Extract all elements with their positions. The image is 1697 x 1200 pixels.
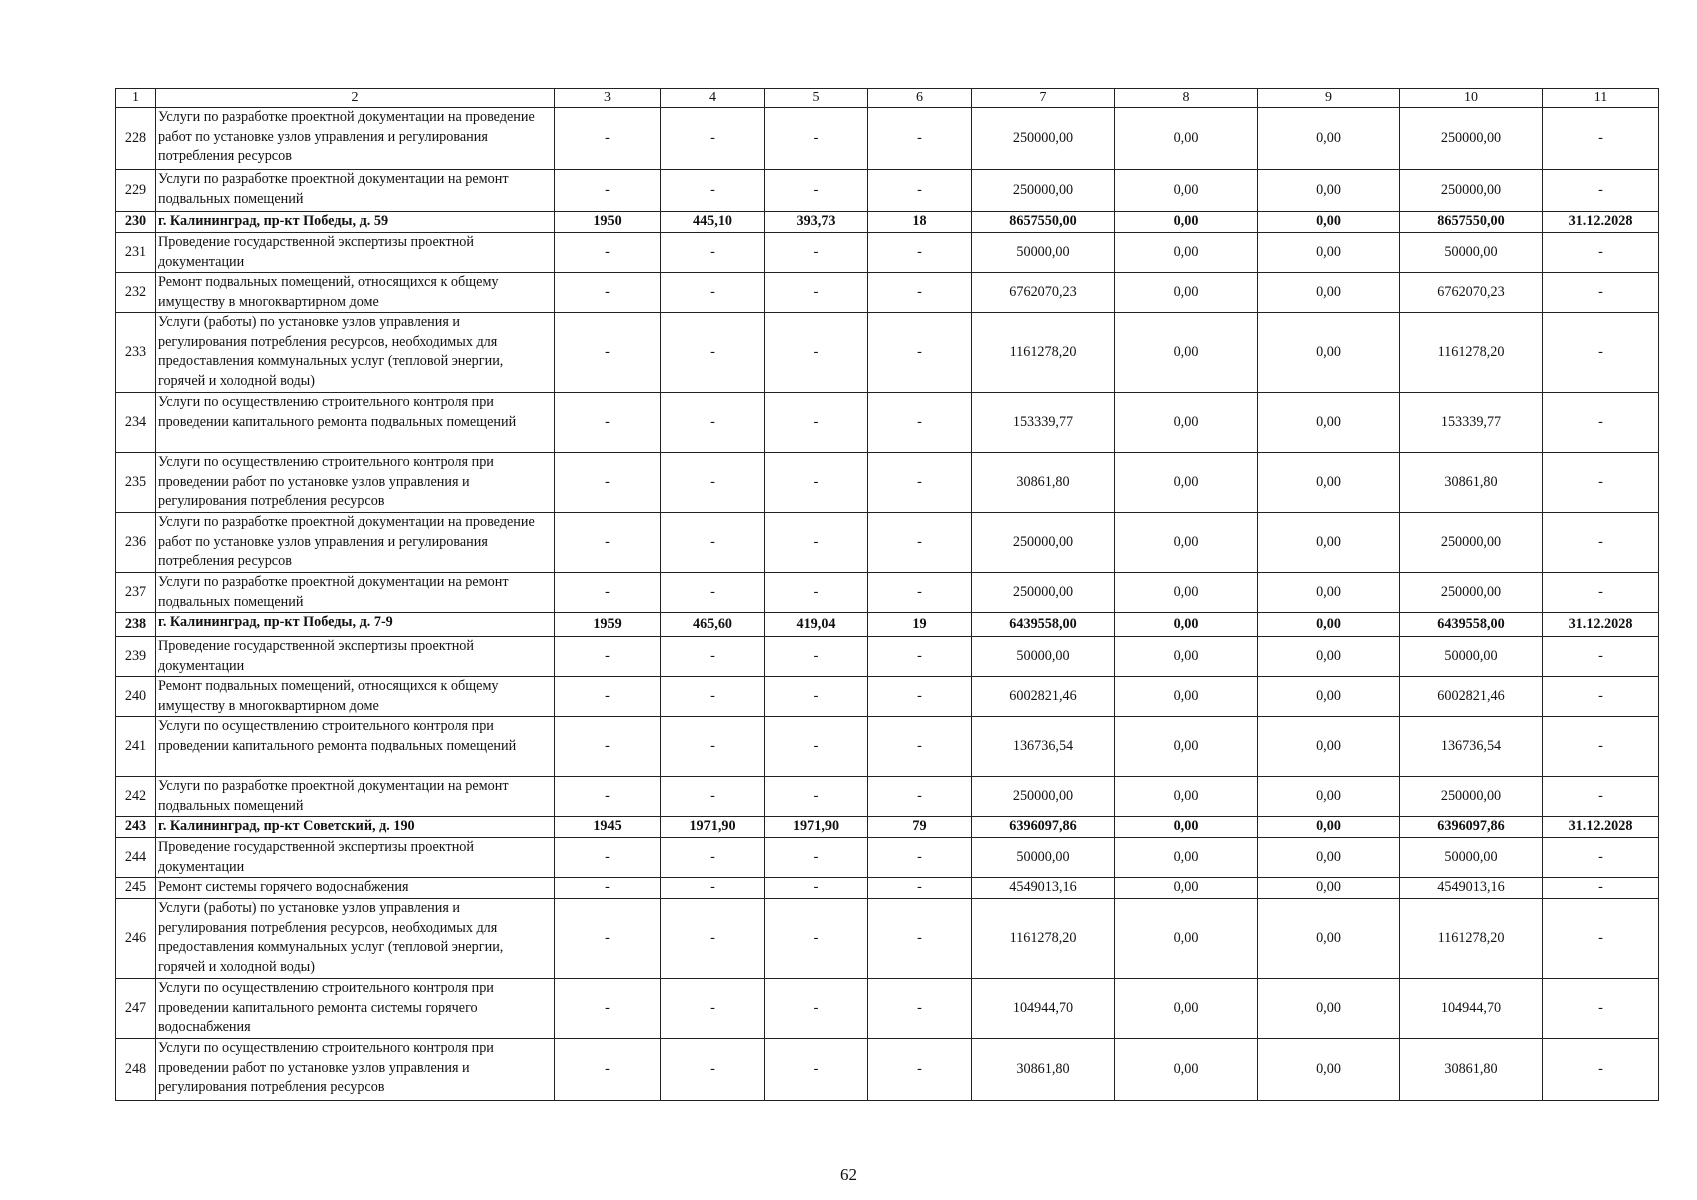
cell-deadline: - [1543,170,1659,212]
cell-deadline: - [1543,313,1659,393]
cell-fund-owners: 6002821,46 [1400,677,1543,717]
cell-fund-regional: 0,00 [1258,212,1400,233]
cell-area-living: - [765,233,868,273]
cell-fund-federal: 0,00 [1115,677,1258,717]
cell-area-living: - [765,170,868,212]
cell-residents: - [868,1039,972,1101]
row-description: Услуги по осуществлению строительного контроля при проведении капитального ремонта системы горячего водоснабжения [156,979,555,1039]
cell-total-cost: 250000,00 [972,108,1115,170]
cell-fund-owners: 6396097,86 [1400,817,1543,838]
cell-year: - [555,513,661,573]
cell-area-total: - [661,838,765,878]
cell-fund-federal: 0,00 [1115,393,1258,453]
cell-fund-regional: 0,00 [1258,979,1400,1039]
row-number: 239 [116,637,156,677]
cell-fund-federal: 0,00 [1115,212,1258,233]
cell-residents: - [868,899,972,979]
cell-year: - [555,108,661,170]
cell-fund-federal: 0,00 [1115,273,1258,313]
table-row [116,1039,1659,1101]
cell-year: - [555,573,661,613]
cell-year: - [555,899,661,979]
cell-fund-regional: 0,00 [1258,899,1400,979]
cell-fund-owners: 250000,00 [1400,108,1543,170]
cell-fund-regional: 0,00 [1258,838,1400,878]
column-number-2: 2 [156,89,555,108]
cell-total-cost: 6002821,46 [972,677,1115,717]
cell-fund-federal: 0,00 [1115,777,1258,817]
table-body [116,89,1659,1101]
column-number-6: 6 [868,89,972,108]
cell-fund-regional: 0,00 [1258,108,1400,170]
table-row [116,573,1659,613]
cell-area-total: - [661,899,765,979]
row-number: 228 [116,108,156,170]
cell-fund-federal: 0,00 [1115,979,1258,1039]
cell-fund-owners: 50000,00 [1400,637,1543,677]
cell-fund-regional: 0,00 [1258,878,1400,899]
cell-year: - [555,170,661,212]
row-description: Услуги (работы) по установке узлов управления и регулирования потребления ресурсов, необходимых для предоставления коммунальных услуг (тепловой энергии, горячей и холодной воды) [156,313,555,393]
column-number-3: 3 [555,89,661,108]
cell-area-total: - [661,513,765,573]
row-number: 229 [116,170,156,212]
cell-area-living: - [765,1039,868,1101]
row-number: 231 [116,233,156,273]
cell-area-living: 1971,90 [765,817,868,838]
cell-deadline: - [1543,979,1659,1039]
row-number: 242 [116,777,156,817]
cell-deadline: - [1543,1039,1659,1101]
cell-area-living: - [765,637,868,677]
cell-total-cost: 50000,00 [972,838,1115,878]
cell-year: 1959 [555,613,661,637]
cell-residents: - [868,108,972,170]
cell-residents: - [868,979,972,1039]
cell-residents: 79 [868,817,972,838]
cell-fund-federal: 0,00 [1115,233,1258,273]
cell-area-living: - [765,979,868,1039]
table-row [116,108,1659,170]
column-number-7: 7 [972,89,1115,108]
cell-area-living: - [765,108,868,170]
cell-area-total: - [661,573,765,613]
table-row [116,677,1659,717]
row-description: Услуги по разработке проектной документации на ремонт подвальных помещений [156,170,555,212]
cell-total-cost: 6439558,00 [972,613,1115,637]
cell-fund-federal: 0,00 [1115,313,1258,393]
row-description: Ремонт подвальных помещений, относящихся к общему имуществу в многоквартирном доме [156,273,555,313]
cell-residents: - [868,393,972,453]
cell-area-living: - [765,573,868,613]
row-description: Услуги (работы) по установке узлов управления и регулирования потребления ресурсов, необходимых для предоставления коммунальных услуг (тепловой энергии, горячей и холодной воды) [156,899,555,979]
cell-area-total: 445,10 [661,212,765,233]
cell-area-total: - [661,393,765,453]
cell-deadline: 31.12.2028 [1543,613,1659,637]
cell-area-total: - [661,677,765,717]
cell-deadline: - [1543,513,1659,573]
cell-fund-owners: 136736,54 [1400,717,1543,777]
cell-fund-regional: 0,00 [1258,453,1400,513]
cell-total-cost: 6396097,86 [972,817,1115,838]
cell-deadline: - [1543,838,1659,878]
cell-fund-regional: 0,00 [1258,573,1400,613]
cell-fund-regional: 0,00 [1258,233,1400,273]
cell-fund-federal: 0,00 [1115,717,1258,777]
cell-area-living: - [765,878,868,899]
cell-fund-owners: 104944,70 [1400,979,1543,1039]
row-number: 243 [116,817,156,838]
cell-area-total: - [661,273,765,313]
row-number: 238 [116,613,156,637]
cell-area-total: - [661,878,765,899]
column-number-8: 8 [1115,89,1258,108]
cell-fund-regional: 0,00 [1258,777,1400,817]
row-description: Услуги по осуществлению строительного контроля при проведении капитального ремонта подвальных помещений [156,393,555,453]
cell-fund-owners: 250000,00 [1400,513,1543,573]
cell-area-living: - [765,273,868,313]
cell-fund-federal: 0,00 [1115,637,1258,677]
cell-deadline: - [1543,878,1659,899]
cell-year: - [555,1039,661,1101]
cell-area-total: - [661,170,765,212]
cell-year: 1945 [555,817,661,838]
cell-fund-federal: 0,00 [1115,838,1258,878]
row-number: 234 [116,393,156,453]
table-row [116,717,1659,777]
cell-area-living: - [765,677,868,717]
cell-fund-regional: 0,00 [1258,313,1400,393]
row-number: 230 [116,212,156,233]
cell-area-living: - [765,513,868,573]
cell-fund-federal: 0,00 [1115,108,1258,170]
cell-area-total: - [661,1039,765,1101]
cell-fund-owners: 250000,00 [1400,777,1543,817]
cell-year: - [555,273,661,313]
cell-area-total: 1971,90 [661,817,765,838]
cell-area-living: - [765,313,868,393]
cell-fund-owners: 6439558,00 [1400,613,1543,637]
row-description: Услуги по осуществлению строительного контроля при проведении капитального ремонта подвальных помещений [156,717,555,777]
cell-year: - [555,313,661,393]
document-sheet [115,88,1658,1101]
cell-fund-owners: 1161278,20 [1400,313,1543,393]
cell-deadline: - [1543,717,1659,777]
row-number: 247 [116,979,156,1039]
row-number: 233 [116,313,156,393]
cell-fund-regional: 0,00 [1258,613,1400,637]
cell-total-cost: 8657550,00 [972,212,1115,233]
cell-area-total: - [661,979,765,1039]
cell-residents: - [868,777,972,817]
cell-fund-regional: 0,00 [1258,677,1400,717]
row-number: 248 [116,1039,156,1101]
column-number-1: 1 [116,89,156,108]
cell-fund-regional: 0,00 [1258,170,1400,212]
cell-area-living: - [765,453,868,513]
cell-total-cost: 30861,80 [972,1039,1115,1101]
cell-year: - [555,878,661,899]
cell-fund-regional: 0,00 [1258,513,1400,573]
cell-fund-federal: 0,00 [1115,170,1258,212]
cell-residents: - [868,513,972,573]
cell-area-total: - [661,717,765,777]
row-description: Услуги по разработке проектной документации на проведение работ по установке узлов управления и регулирования потребления ресурсов [156,108,555,170]
cell-fund-owners: 30861,80 [1400,1039,1543,1101]
row-number: 241 [116,717,156,777]
row-number: 232 [116,273,156,313]
column-number-10: 10 [1400,89,1543,108]
cell-fund-owners: 1161278,20 [1400,899,1543,979]
column-number-4: 4 [661,89,765,108]
address-row [116,817,1659,838]
cell-residents: - [868,717,972,777]
cell-area-living: - [765,838,868,878]
cell-fund-owners: 250000,00 [1400,573,1543,613]
row-number: 235 [116,453,156,513]
cell-deadline: - [1543,777,1659,817]
table-row [116,273,1659,313]
cell-fund-regional: 0,00 [1258,1039,1400,1101]
cell-fund-federal: 0,00 [1115,573,1258,613]
cell-total-cost: 104944,70 [972,979,1115,1039]
cell-fund-federal: 0,00 [1115,513,1258,573]
cell-fund-federal: 0,00 [1115,899,1258,979]
cell-residents: 18 [868,212,972,233]
table-row [116,878,1659,899]
cell-year: - [555,393,661,453]
row-description: Услуги по осуществлению строительного контроля при проведении работ по установке узлов управления и регулирования потребления ресурсов [156,1039,555,1101]
table-row [116,313,1659,393]
cell-area-total: - [661,108,765,170]
cell-total-cost: 250000,00 [972,170,1115,212]
address-row [116,613,1659,637]
cell-area-total: - [661,637,765,677]
cell-area-living: 419,04 [765,613,868,637]
cell-fund-owners: 8657550,00 [1400,212,1543,233]
cell-residents: - [868,453,972,513]
table-row [116,979,1659,1039]
table-row [116,899,1659,979]
row-number: 236 [116,513,156,573]
cell-total-cost: 4549013,16 [972,878,1115,899]
cell-residents: - [868,878,972,899]
cell-year: - [555,777,661,817]
cell-area-living: - [765,393,868,453]
address-row [116,212,1659,233]
cell-total-cost: 6762070,23 [972,273,1115,313]
cell-fund-federal: 0,00 [1115,817,1258,838]
table-row [116,453,1659,513]
row-number: 245 [116,878,156,899]
capital-repair-table [115,88,1659,1101]
page-number: 62 [840,1165,857,1184]
cell-total-cost: 153339,77 [972,393,1115,453]
cell-fund-regional: 0,00 [1258,393,1400,453]
cell-deadline: - [1543,273,1659,313]
cell-fund-federal: 0,00 [1115,453,1258,513]
row-description: Услуги по разработке проектной документации на ремонт подвальных помещений [156,573,555,613]
cell-fund-owners: 50000,00 [1400,838,1543,878]
cell-year: - [555,979,661,1039]
cell-deadline: - [1543,453,1659,513]
cell-fund-owners: 6762070,23 [1400,273,1543,313]
column-number-row [116,89,1659,108]
cell-year: - [555,677,661,717]
table-row [116,637,1659,677]
cell-total-cost: 250000,00 [972,513,1115,573]
table-row [116,513,1659,573]
cell-deadline: - [1543,108,1659,170]
row-description: Услуги по осуществлению строительного контроля при проведении работ по установке узлов управления и регулирования потребления ресурсов [156,453,555,513]
row-description: Услуги по разработке проектной документации на ремонт подвальных помещений [156,777,555,817]
cell-deadline: - [1543,233,1659,273]
cell-deadline: - [1543,393,1659,453]
cell-total-cost: 1161278,20 [972,313,1115,393]
cell-residents: - [868,573,972,613]
cell-year: - [555,637,661,677]
cell-fund-regional: 0,00 [1258,273,1400,313]
cell-residents: 19 [868,613,972,637]
cell-area-living: - [765,777,868,817]
cell-fund-owners: 30861,80 [1400,453,1543,513]
cell-total-cost: 136736,54 [972,717,1115,777]
row-description: Проведение государственной экспертизы проектной документации [156,233,555,273]
row-number: 246 [116,899,156,979]
cell-year: 1950 [555,212,661,233]
cell-fund-federal: 0,00 [1115,878,1258,899]
column-number-9: 9 [1258,89,1400,108]
cell-year: - [555,717,661,777]
cell-area-total: - [661,313,765,393]
cell-deadline: - [1543,899,1659,979]
cell-total-cost: 250000,00 [972,573,1115,613]
cell-year: - [555,233,661,273]
row-number: 244 [116,838,156,878]
cell-fund-federal: 0,00 [1115,613,1258,637]
cell-area-living: 393,73 [765,212,868,233]
cell-residents: - [868,838,972,878]
cell-area-total: 465,60 [661,613,765,637]
cell-deadline: 31.12.2028 [1543,817,1659,838]
cell-fund-regional: 0,00 [1258,637,1400,677]
cell-total-cost: 250000,00 [972,777,1115,817]
row-description: г. Калининград, пр-кт Победы, д. 59 [156,212,555,233]
cell-fund-regional: 0,00 [1258,817,1400,838]
cell-area-living: - [765,899,868,979]
row-description: г. Калининград, пр-кт Победы, д. 7-9 [156,613,555,637]
cell-area-living: - [765,717,868,777]
row-number: 237 [116,573,156,613]
table-row [116,838,1659,878]
cell-residents: - [868,313,972,393]
row-description: Услуги по разработке проектной документации на проведение работ по установке узлов управления и регулирования потребления ресурсов [156,513,555,573]
cell-year: - [555,453,661,513]
row-description: г. Калининград, пр-кт Советский, д. 190 [156,817,555,838]
cell-residents: - [868,273,972,313]
cell-residents: - [868,637,972,677]
cell-residents: - [868,677,972,717]
cell-fund-owners: 153339,77 [1400,393,1543,453]
cell-area-total: - [661,453,765,513]
column-number-11: 11 [1543,89,1659,108]
cell-deadline: 31.12.2028 [1543,212,1659,233]
row-number: 240 [116,677,156,717]
cell-fund-regional: 0,00 [1258,717,1400,777]
cell-year: - [555,838,661,878]
cell-total-cost: 50000,00 [972,233,1115,273]
cell-deadline: - [1543,573,1659,613]
cell-deadline: - [1543,637,1659,677]
table-row [116,170,1659,212]
row-description: Ремонт подвальных помещений, относящихся к общему имуществу в многоквартирном доме [156,677,555,717]
row-description: Ремонт системы горячего водоснабжения [156,878,555,899]
table-row [116,777,1659,817]
cell-total-cost: 30861,80 [972,453,1115,513]
cell-residents: - [868,170,972,212]
cell-deadline: - [1543,677,1659,717]
column-number-5: 5 [765,89,868,108]
row-description: Проведение государственной экспертизы проектной документации [156,838,555,878]
cell-area-total: - [661,777,765,817]
cell-fund-owners: 4549013,16 [1400,878,1543,899]
cell-fund-federal: 0,00 [1115,1039,1258,1101]
cell-total-cost: 50000,00 [972,637,1115,677]
table-row [116,233,1659,273]
cell-total-cost: 1161278,20 [972,899,1115,979]
row-description: Проведение государственной экспертизы проектной документации [156,637,555,677]
cell-fund-owners: 50000,00 [1400,233,1543,273]
cell-fund-owners: 250000,00 [1400,170,1543,212]
cell-area-total: - [661,233,765,273]
cell-residents: - [868,233,972,273]
table-row [116,393,1659,453]
